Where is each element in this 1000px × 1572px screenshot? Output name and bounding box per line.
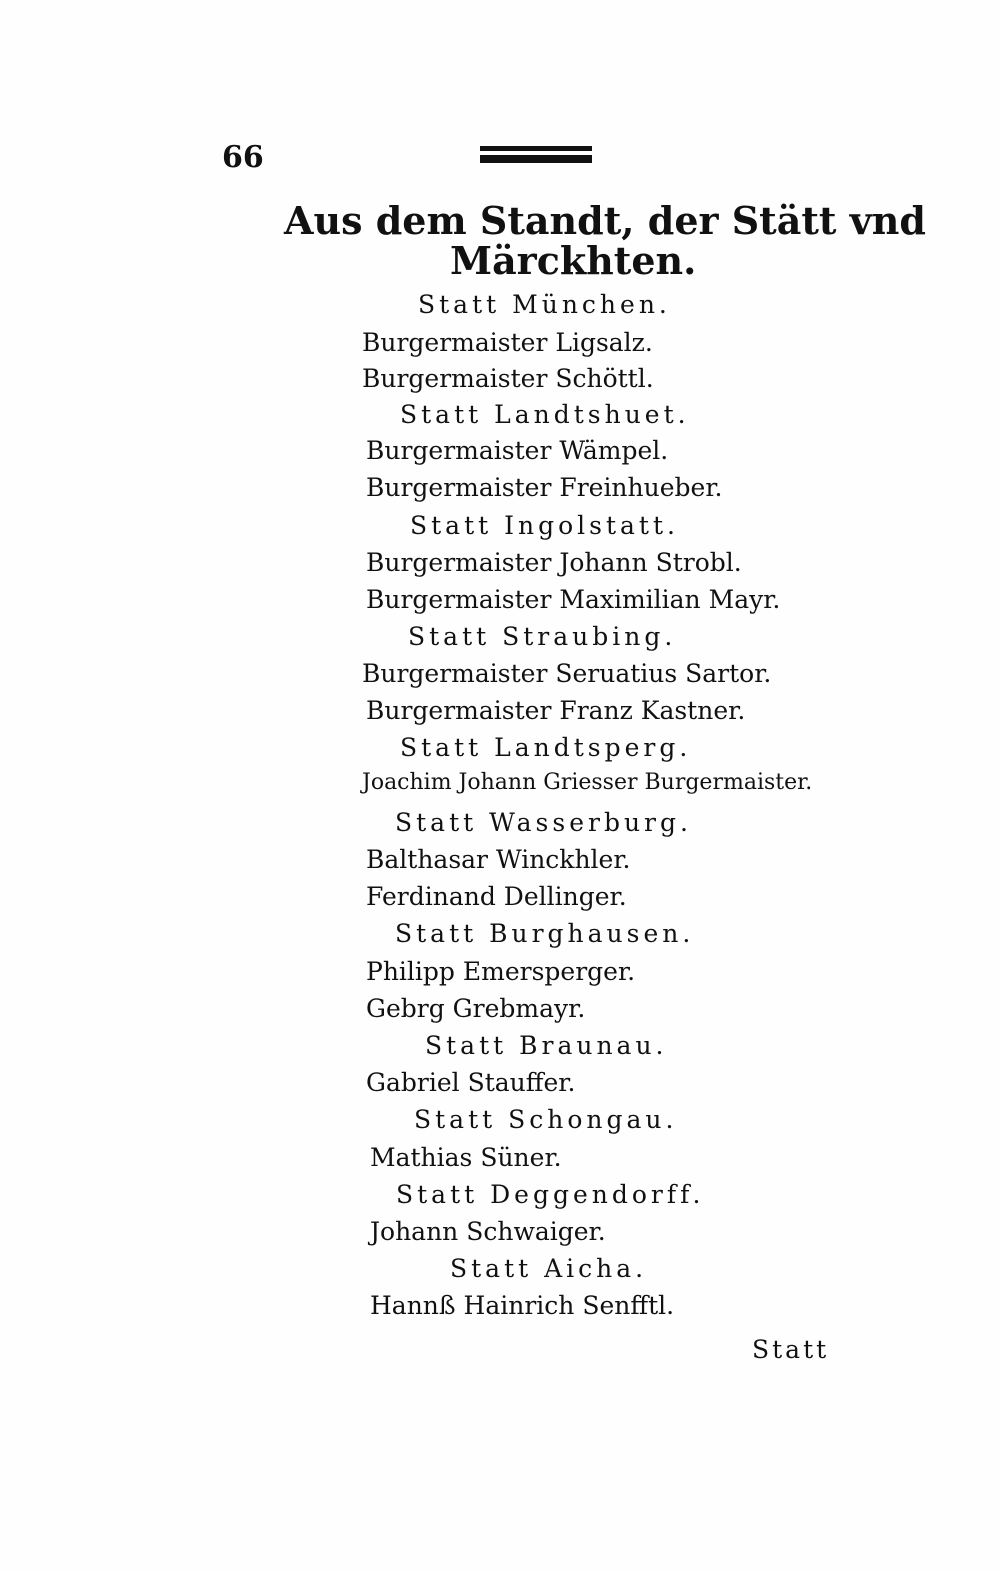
- city-heading: Statt Wasserburg.: [395, 808, 692, 837]
- list-entry: Burgermaister Franz Kastner.: [366, 696, 746, 725]
- city-heading: Statt Schongau.: [414, 1105, 678, 1134]
- list-entry: Johann Schwaiger.: [370, 1217, 606, 1246]
- list-entry: Hannß Hainrich Senfftl.: [370, 1291, 675, 1320]
- city-heading: Statt Landtshuet.: [400, 400, 690, 429]
- list-entry: Burgermaister Ligsalz.: [362, 328, 653, 357]
- list-entry: Burgermaister Seruatius Sartor.: [362, 659, 772, 688]
- list-entry: Ferdinand Dellinger.: [366, 882, 627, 911]
- city-heading: Statt München.: [418, 290, 671, 319]
- city-heading: Statt Straubing.: [408, 622, 677, 651]
- header-rule-thin: [480, 146, 592, 151]
- list-entry: Burgermaister Freinhueber.: [366, 473, 723, 502]
- list-entry: Burgermaister Maximilian Mayr.: [366, 585, 781, 614]
- section-heading-line-2: Märckhten.: [450, 238, 697, 283]
- list-entry: Gebrg Grebmayr.: [366, 994, 586, 1023]
- page-number: 66: [222, 140, 264, 175]
- list-entry: Philipp Emersperger.: [366, 957, 636, 986]
- list-entry: Gabriel Stauffer.: [366, 1068, 576, 1097]
- list-entry: Balthasar Winckhler.: [366, 845, 631, 874]
- catchword: Statt: [752, 1335, 830, 1364]
- list-entry: Joachim Johann Griesser Burgermaister.: [362, 770, 813, 795]
- list-entry: Burgermaister Wämpel.: [366, 436, 669, 465]
- header-rule-thick: [480, 155, 592, 163]
- city-heading: Statt Landtsperg.: [400, 733, 692, 762]
- list-entry: Burgermaister Schöttl.: [362, 364, 654, 393]
- city-heading: Statt Braunau.: [425, 1031, 668, 1060]
- list-entry: Mathias Süner.: [370, 1143, 562, 1172]
- city-heading: Statt Ingolstatt.: [410, 511, 679, 540]
- city-heading: Statt Burghausen.: [395, 919, 695, 948]
- list-entry: Burgermaister Johann Strobl.: [366, 548, 742, 577]
- section-heading-line-1: Aus dem Standt, der Stätt vnd: [284, 198, 926, 243]
- city-heading: Statt Deggendorff.: [396, 1180, 705, 1209]
- city-heading: Statt Aicha.: [450, 1254, 648, 1283]
